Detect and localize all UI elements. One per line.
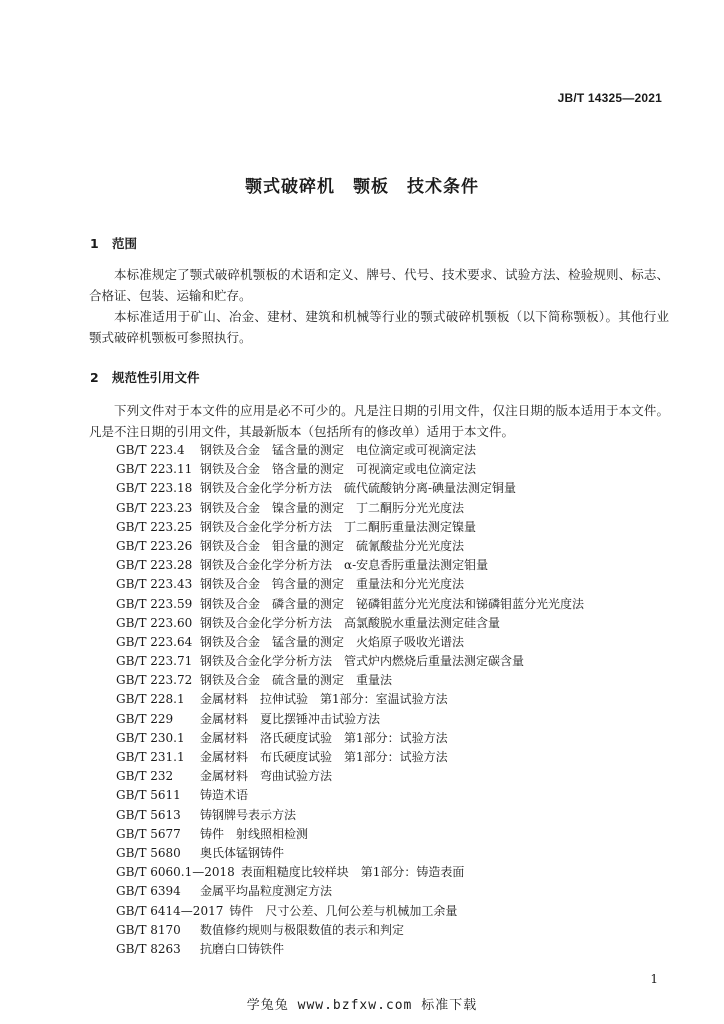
reference-title: 钢铁及合金 锰含量的测定 火焰原子吸收光谱法 — [200, 634, 465, 649]
reference-item — [116, 690, 686, 709]
section-number: 1 — [90, 236, 99, 251]
paragraph: 下列文件对于本文件的应用是必不可少的。凡是注日期的引用文件，仅注日期的版本适用于本文件。凡是不注日期的引用文件，其最新版本（包括所有的修改单）适用于本文件。 — [89, 403, 669, 439]
reference-title: 钢铁及合金 铬含量的测定 可视滴定或电位滴定法 — [200, 462, 477, 477]
reference-item — [116, 902, 686, 921]
reference-item — [116, 863, 686, 882]
standard-number: JB/T 14325—2021 — [557, 91, 662, 105]
reference-title: 数值修约规则与极限数值的表示和判定 — [200, 922, 405, 937]
reference-title: 钢铁及合金化学分析方法 硫代硫酸钠分离-碘量法测定铜量 — [200, 481, 517, 496]
reference-code: GB/T 223.71 — [116, 654, 193, 669]
reference-item — [116, 441, 686, 460]
reference-code: GB/T 223.23 — [116, 500, 193, 515]
reference-title: 铸件 射线照相检测 — [200, 826, 309, 841]
reference-item — [116, 940, 686, 959]
reference-item — [116, 748, 686, 767]
reference-title: 金属平均晶粒度测定方法 — [200, 884, 333, 899]
reference-item — [116, 499, 686, 518]
reference-code: GB/T 6394 — [116, 884, 181, 899]
reference-code: GB/T 230.1 — [116, 730, 185, 745]
reference-title: 铸钢牌号表示方法 — [200, 807, 297, 822]
reference-item — [116, 479, 686, 498]
reference-title: 钢铁及合金化学分析方法 α-安息香肟重量法测定钼量 — [200, 558, 489, 573]
reference-code: GB/T 223.18 — [116, 481, 193, 496]
section-heading-references — [90, 368, 200, 386]
reference-code: GB/T 229 — [116, 711, 174, 726]
reference-item — [116, 806, 686, 825]
reference-item — [116, 767, 686, 786]
document-title: 颚式破碎机 颚板 技术条件 — [245, 177, 479, 197]
reference-code: GB/T 223.64 — [116, 634, 193, 649]
reference-title: 抗磨白口铸铁件 — [200, 941, 285, 956]
reference-item — [116, 556, 686, 575]
page-number: 1 — [650, 972, 658, 986]
reference-list — [116, 441, 686, 959]
reference-item — [116, 633, 686, 652]
reference-item — [116, 921, 686, 940]
reference-title: 表面粗糙度比较样块 第1部分：铸造表面 — [240, 865, 465, 880]
reference-code: GB/T 228.1 — [116, 692, 185, 707]
reference-code: GB/T 5677 — [116, 826, 181, 841]
reference-title: 钢铁及合金 钨含量的测定 重量法和分光光度法 — [200, 577, 465, 592]
reference-code: GB/T 8170 — [116, 922, 181, 937]
reference-title: 金属材料 拉伸试验 第1部分：室温试验方法 — [200, 692, 448, 707]
reference-title: 钢铁及合金 钼含量的测定 硫氰酸盐分光光度法 — [200, 538, 465, 553]
reference-item — [116, 460, 686, 479]
reference-title: 钢铁及合金 磷含量的测定 铋磷钼蓝分光光度法和锑磷钼蓝分光光度法 — [200, 596, 585, 611]
reference-code: GB/T 223.28 — [116, 558, 193, 573]
reference-code: GB/T 223.60 — [116, 615, 193, 630]
reference-title: 钢铁及合金 硫含量的测定 重量法 — [200, 673, 393, 688]
paragraph: 本标准适用于矿山、冶金、建材、建筑和机械等行业的颚式破碎机颚板（以下简称颚板）。其他行业颚式破碎机颚板可参照执行。 — [89, 309, 669, 345]
reference-title: 金属材料 布氏硬度试验 第1部分：试验方法 — [200, 750, 448, 764]
reference-code: GB/T 6060.1—2018 — [116, 865, 235, 880]
reference-title: 奥氏体锰钢铸件 — [200, 845, 285, 860]
reference-code: GB/T 231.1 — [116, 750, 185, 764]
reference-item — [116, 729, 686, 748]
paragraph: 本标准规定了颚式破碎机颚板的术语和定义、牌号、代号、技术要求、试验方法、检验规则、标志、合格证、包装、运输和贮存。 — [89, 267, 669, 303]
reference-item — [116, 786, 686, 805]
reference-title: 钢铁及合金 镍含量的测定 丁二酮肟分光光度法 — [200, 500, 465, 515]
reference-item — [116, 882, 686, 901]
reference-item — [116, 671, 686, 690]
reference-code: GB/T 8263 — [116, 941, 181, 956]
reference-code: GB/T 223.25 — [116, 519, 193, 534]
reference-title: 金属材料 洛氏硬度试验 第1部分：试验方法 — [200, 730, 448, 745]
reference-code: GB/T 223.11 — [116, 462, 193, 477]
section-heading-scope — [90, 234, 137, 252]
reference-title: 铸造术语 — [200, 788, 249, 803]
reference-title: 钢铁及合金化学分析方法 丁二酮肟重量法测定镍量 — [200, 519, 477, 534]
reference-item — [116, 710, 686, 729]
reference-title: 金属材料 弯曲试验方法 — [200, 769, 333, 784]
reference-title: 钢铁及合金化学分析方法 高氯酸脱水重量法测定硅含量 — [200, 615, 501, 630]
reference-item — [116, 595, 686, 614]
reference-code: GB/T 5611 — [116, 788, 181, 803]
reference-code: GB/T 223.72 — [116, 673, 193, 688]
section-heading-text: 范围 — [112, 236, 138, 251]
reference-item — [116, 825, 686, 844]
reference-title: 钢铁及合金 锰含量的测定 电位滴定或可视滴定法 — [200, 443, 477, 457]
reference-code: GB/T 223.26 — [116, 538, 193, 553]
reference-item — [116, 537, 686, 556]
reference-code: GB/T 223.4 — [116, 443, 185, 457]
footer-watermark: 学兔兔 www.bzfxw.com 标准下载 — [246, 998, 478, 1013]
reference-code: GB/T 6414—2017 — [116, 903, 224, 918]
reference-item — [116, 614, 686, 633]
reference-code: GB/T 223.43 — [116, 577, 193, 592]
reference-title: 铸件 尺寸公差、几何公差与机械加工余量 — [229, 903, 458, 918]
section-number: 2 — [90, 370, 99, 385]
reference-code: GB/T 5680 — [116, 845, 181, 860]
reference-code: GB/T 5613 — [116, 807, 181, 822]
reference-item — [116, 575, 686, 594]
reference-item — [116, 518, 686, 537]
reference-title: 金属材料 夏比摆锤冲击试验方法 — [200, 711, 381, 726]
reference-code: GB/T 223.59 — [116, 596, 193, 611]
reference-code: GB/T 232 — [116, 769, 174, 784]
reference-item — [116, 844, 686, 863]
reference-title: 钢铁及合金化学分析方法 管式炉内燃烧后重量法测定碳含量 — [200, 654, 525, 669]
reference-item — [116, 652, 686, 671]
section-heading-text: 规范性引用文件 — [112, 370, 200, 385]
